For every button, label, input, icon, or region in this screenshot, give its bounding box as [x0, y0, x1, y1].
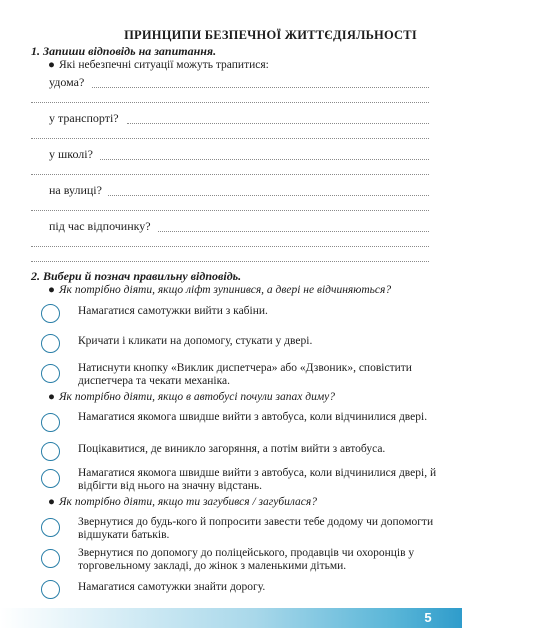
page-title: ПРИНЦИПИ БЕЗПЕЧНОЇ ЖИТТЄДІЯЛЬНОСТІ — [124, 28, 417, 42]
answer-line[interactable] — [31, 246, 429, 247]
option-text: Поцікавитися, де виникло загоряння, а потім вийти з автобуса. — [78, 443, 386, 455]
place-label-vacation: під час відпочинку? — [49, 219, 151, 233]
answer-line[interactable] — [31, 174, 429, 175]
radio-circle[interactable] — [41, 364, 60, 383]
answer-line[interactable] — [127, 123, 429, 124]
answer-option[interactable] — [41, 466, 441, 496]
option-text: Намагатися самотужки вийти з кабіни. — [78, 305, 268, 317]
answer-option[interactable] — [41, 361, 441, 391]
place-label-transport: у транспорті? — [49, 111, 119, 125]
question-lost — [48, 496, 317, 508]
answer-option[interactable] — [41, 410, 441, 440]
question-text: Як потрібно діяти, якщо ліфт зупинився, а двері не відчиняються? — [59, 284, 392, 296]
answer-option[interactable] — [41, 304, 441, 330]
option-text: Намагатися якомога швидше вийти з автобуса, коли відчинилися двері. — [78, 411, 428, 423]
answer-line[interactable] — [31, 210, 429, 211]
option-text: Намагатися якомога швидше вийти з автобуса, коли відчинилися двері, й відбігти від нього на значну відстань. — [78, 467, 437, 492]
radio-circle[interactable] — [41, 469, 60, 488]
place-label-street: на вулиці? — [49, 183, 102, 197]
question-bus-smoke — [48, 391, 335, 403]
option-text: Кричати і кликати на допомогу, стукати у двері. — [78, 335, 313, 347]
task-2-heading: 2. Вибери й познач правильну відповідь. — [31, 269, 242, 283]
radio-circle[interactable] — [41, 518, 60, 537]
bullet-icon: ● — [48, 284, 55, 296]
option-text: Звернутися до будь-кого й попросити завести тебе додому чи допомогти відшукати батьків. — [78, 516, 434, 541]
page-number: 5 — [424, 610, 432, 625]
answer-line[interactable] — [31, 138, 429, 139]
place-label-home: удома? — [49, 75, 85, 89]
answer-line[interactable] — [31, 261, 429, 262]
bullet-icon: ● — [48, 391, 55, 403]
option-text: Намагатися самотужки знайти дорогу. — [78, 581, 266, 593]
bullet-icon: ● — [48, 59, 55, 71]
answer-line[interactable] — [31, 102, 429, 103]
question-text: Як потрібно діяти, якщо ти загубився / загубилася? — [59, 496, 318, 508]
question-elevator — [48, 284, 391, 296]
answer-line[interactable] — [108, 195, 429, 196]
option-text: Натиснути кнопку «Виклик диспетчера» або «Дзвоник», сповістити диспетчера та чекати механіка. — [78, 362, 412, 387]
task-1-question-text: Які небезпечні ситуації можуть трапитися: — [59, 59, 269, 71]
place-label-school: у школі? — [49, 147, 93, 161]
answer-option[interactable] — [41, 442, 441, 468]
footer-bar — [0, 608, 462, 628]
radio-circle[interactable] — [41, 442, 60, 461]
answer-line[interactable] — [100, 159, 429, 160]
answer-line[interactable] — [158, 231, 429, 232]
option-text: Звернутися по допомогу до поліцейського, продавців чи охоронців у торговельному закладі, до жінок з маленькими дітьми. — [78, 547, 415, 572]
radio-circle[interactable] — [41, 580, 60, 599]
radio-circle[interactable] — [41, 304, 60, 323]
answer-option[interactable] — [41, 580, 441, 606]
answer-line[interactable] — [92, 87, 429, 88]
answer-option[interactable] — [41, 546, 441, 576]
radio-circle[interactable] — [41, 334, 60, 353]
bullet-icon: ● — [48, 496, 55, 508]
task-1-heading: 1. Запиши відповідь на запитання. — [31, 44, 217, 58]
answer-option[interactable] — [41, 334, 441, 360]
radio-circle[interactable] — [41, 549, 60, 568]
task-1-question — [48, 59, 269, 71]
radio-circle[interactable] — [41, 413, 60, 432]
question-text: Як потрібно діяти, якщо в автобусі почули запах диму? — [59, 391, 336, 403]
answer-option[interactable] — [41, 515, 441, 545]
